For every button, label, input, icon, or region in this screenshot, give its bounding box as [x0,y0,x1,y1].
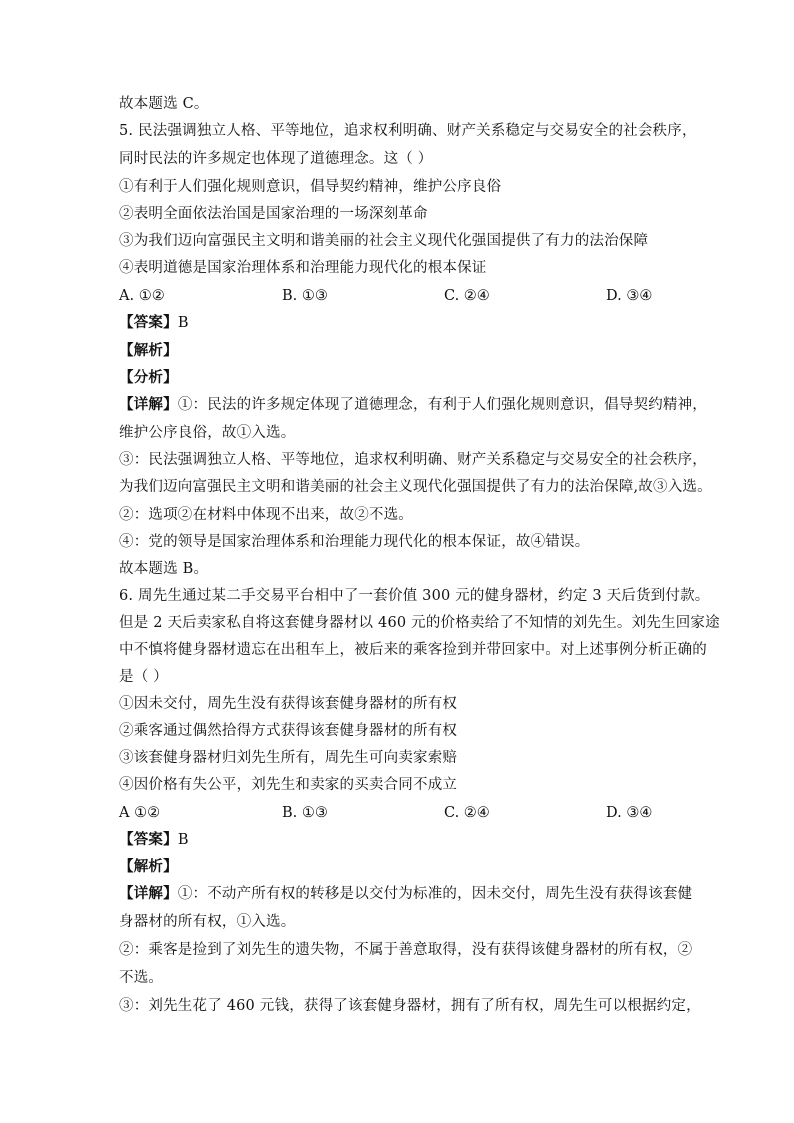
q5-statement-1: ①有利于人们强化规则意识，倡导契约精神，维护公序良俗 [119,179,502,195]
q6-analysis-label: 【解析】 [119,859,178,875]
q5-detail4: ④：党的领导是国家治理体系和治理能力现代化的根本保证，故④错误。 [119,534,590,550]
q6-answer [119,830,679,850]
q5-detail3: ②：选项②在材料中体现不出来，故②不选。 [119,507,413,523]
q6-detail1-line1 [119,884,693,904]
q6-stem-line1: 6. 周先生通过某二手交易平台相中了一套价值 300 元的健身器材，约定 3 天后货到付款。 [119,588,710,604]
q6-statement-1: ①因未交付，周先生没有获得该套健身器材的所有权 [119,696,458,712]
answer-value: B [177,832,189,848]
q6-statement-4: ④因价格有失公平，刘先生和卖家的买卖合同不成立 [119,777,458,793]
q6-option-a: A ①② [119,805,161,821]
q5-fenxi-label: 【分析】 [119,370,178,386]
q5-option-a: A. ①② [119,288,165,304]
detail-label: 【详解】 [119,397,178,413]
q5-stem-line2: 同时民法的许多规定也体现了道德理念。这（ ） [119,151,433,167]
q5-statement-3: ③为我们迈向富强民主文明和谐美丽的社会主义现代化强国提供了有力的法治保障 [119,233,649,249]
q5-option-c: C. ②④ [444,288,490,304]
q6-detail3-line1: ③：刘先生花了 460 元钱，获得了该套健身器材，拥有了所有权，周先生可以根据约定， [119,998,701,1014]
q5-statement-2: ②表明全面依法治国是国家治理的一场深刻革命 [119,206,428,222]
q6-statement-3: ③该套健身器材归刘先生所有，周先生可向卖家索赔 [119,750,458,766]
q6-detail1-line2: 身器材的所有权，①入选。 [119,914,296,930]
q4-conclusion: 故本题选 C。 [119,96,209,112]
answer-label: 【答案】 [119,315,178,331]
detail-text: ①：不动产所有权的转移是以交付为标准的，因未交付，周先生没有获得该套健 [177,886,693,902]
q6-stem-line3: 中不慎将健身器材遗忘在出租车上，被后来的乘客捡到并带回家中。对上述事例分析正确的 [119,642,707,658]
q6-detail2-line2: 不选。 [119,970,164,986]
q5-statement-4: ④表明道德是国家治理体系和治理能力现代化的根本保证 [119,260,487,276]
q5-stem-line1: 5. 民法强调独立人格、平等地位，追求权利明确、财产关系稳定与交易安全的社会秩序， [119,123,697,139]
q5-conclusion: 故本题选 B。 [119,561,209,577]
q5-option-b: B. ①③ [282,288,328,304]
q5-analysis-label: 【解析】 [119,343,178,359]
detail-label: 【详解】 [119,886,178,902]
q5-answer [119,313,679,333]
q6-detail2-line1: ②：乘客是捡到了刘先生的遗失物，不属于善意取得，没有获得该健身器材的所有权，② [119,942,693,958]
q6-option-b: B. ①③ [282,805,328,821]
q5-detail1-line2: 维护公序良俗，故①入选。 [119,425,296,441]
answer-value: B [177,315,189,331]
q5-detail1-line1 [119,395,708,415]
q6-stem-line4: 是（ ） [119,669,168,685]
answer-label: 【答案】 [119,832,178,848]
q6-stem-line2: 但是 2 天后卖家私自将这套健身器材以 460 元的价格卖给了不知情的刘先生。刘先生回家途 [119,615,720,631]
q5-option-d: D. ③④ [606,288,653,304]
q6-option-d: D. ③④ [606,805,653,821]
detail-text: ①：民法的许多规定体现了道德理念，有利于人们强化规则意识，倡导契约精神， [177,397,708,413]
q6-option-c: C. ②④ [444,805,490,821]
q6-statement-2: ②乘客通过偶然拾得方式获得该套健身器材的所有权 [119,723,458,739]
q5-detail2-line2: 为我们迈向富强民主文明和谐美丽的社会主义现代化强国提供了有力的法治保障,故③入选。 [119,479,712,495]
q5-detail2-line1: ③：民法强调独立人格、平等地位，追求权利明确、财产关系稳定与交易安全的社会秩序， [119,452,707,468]
